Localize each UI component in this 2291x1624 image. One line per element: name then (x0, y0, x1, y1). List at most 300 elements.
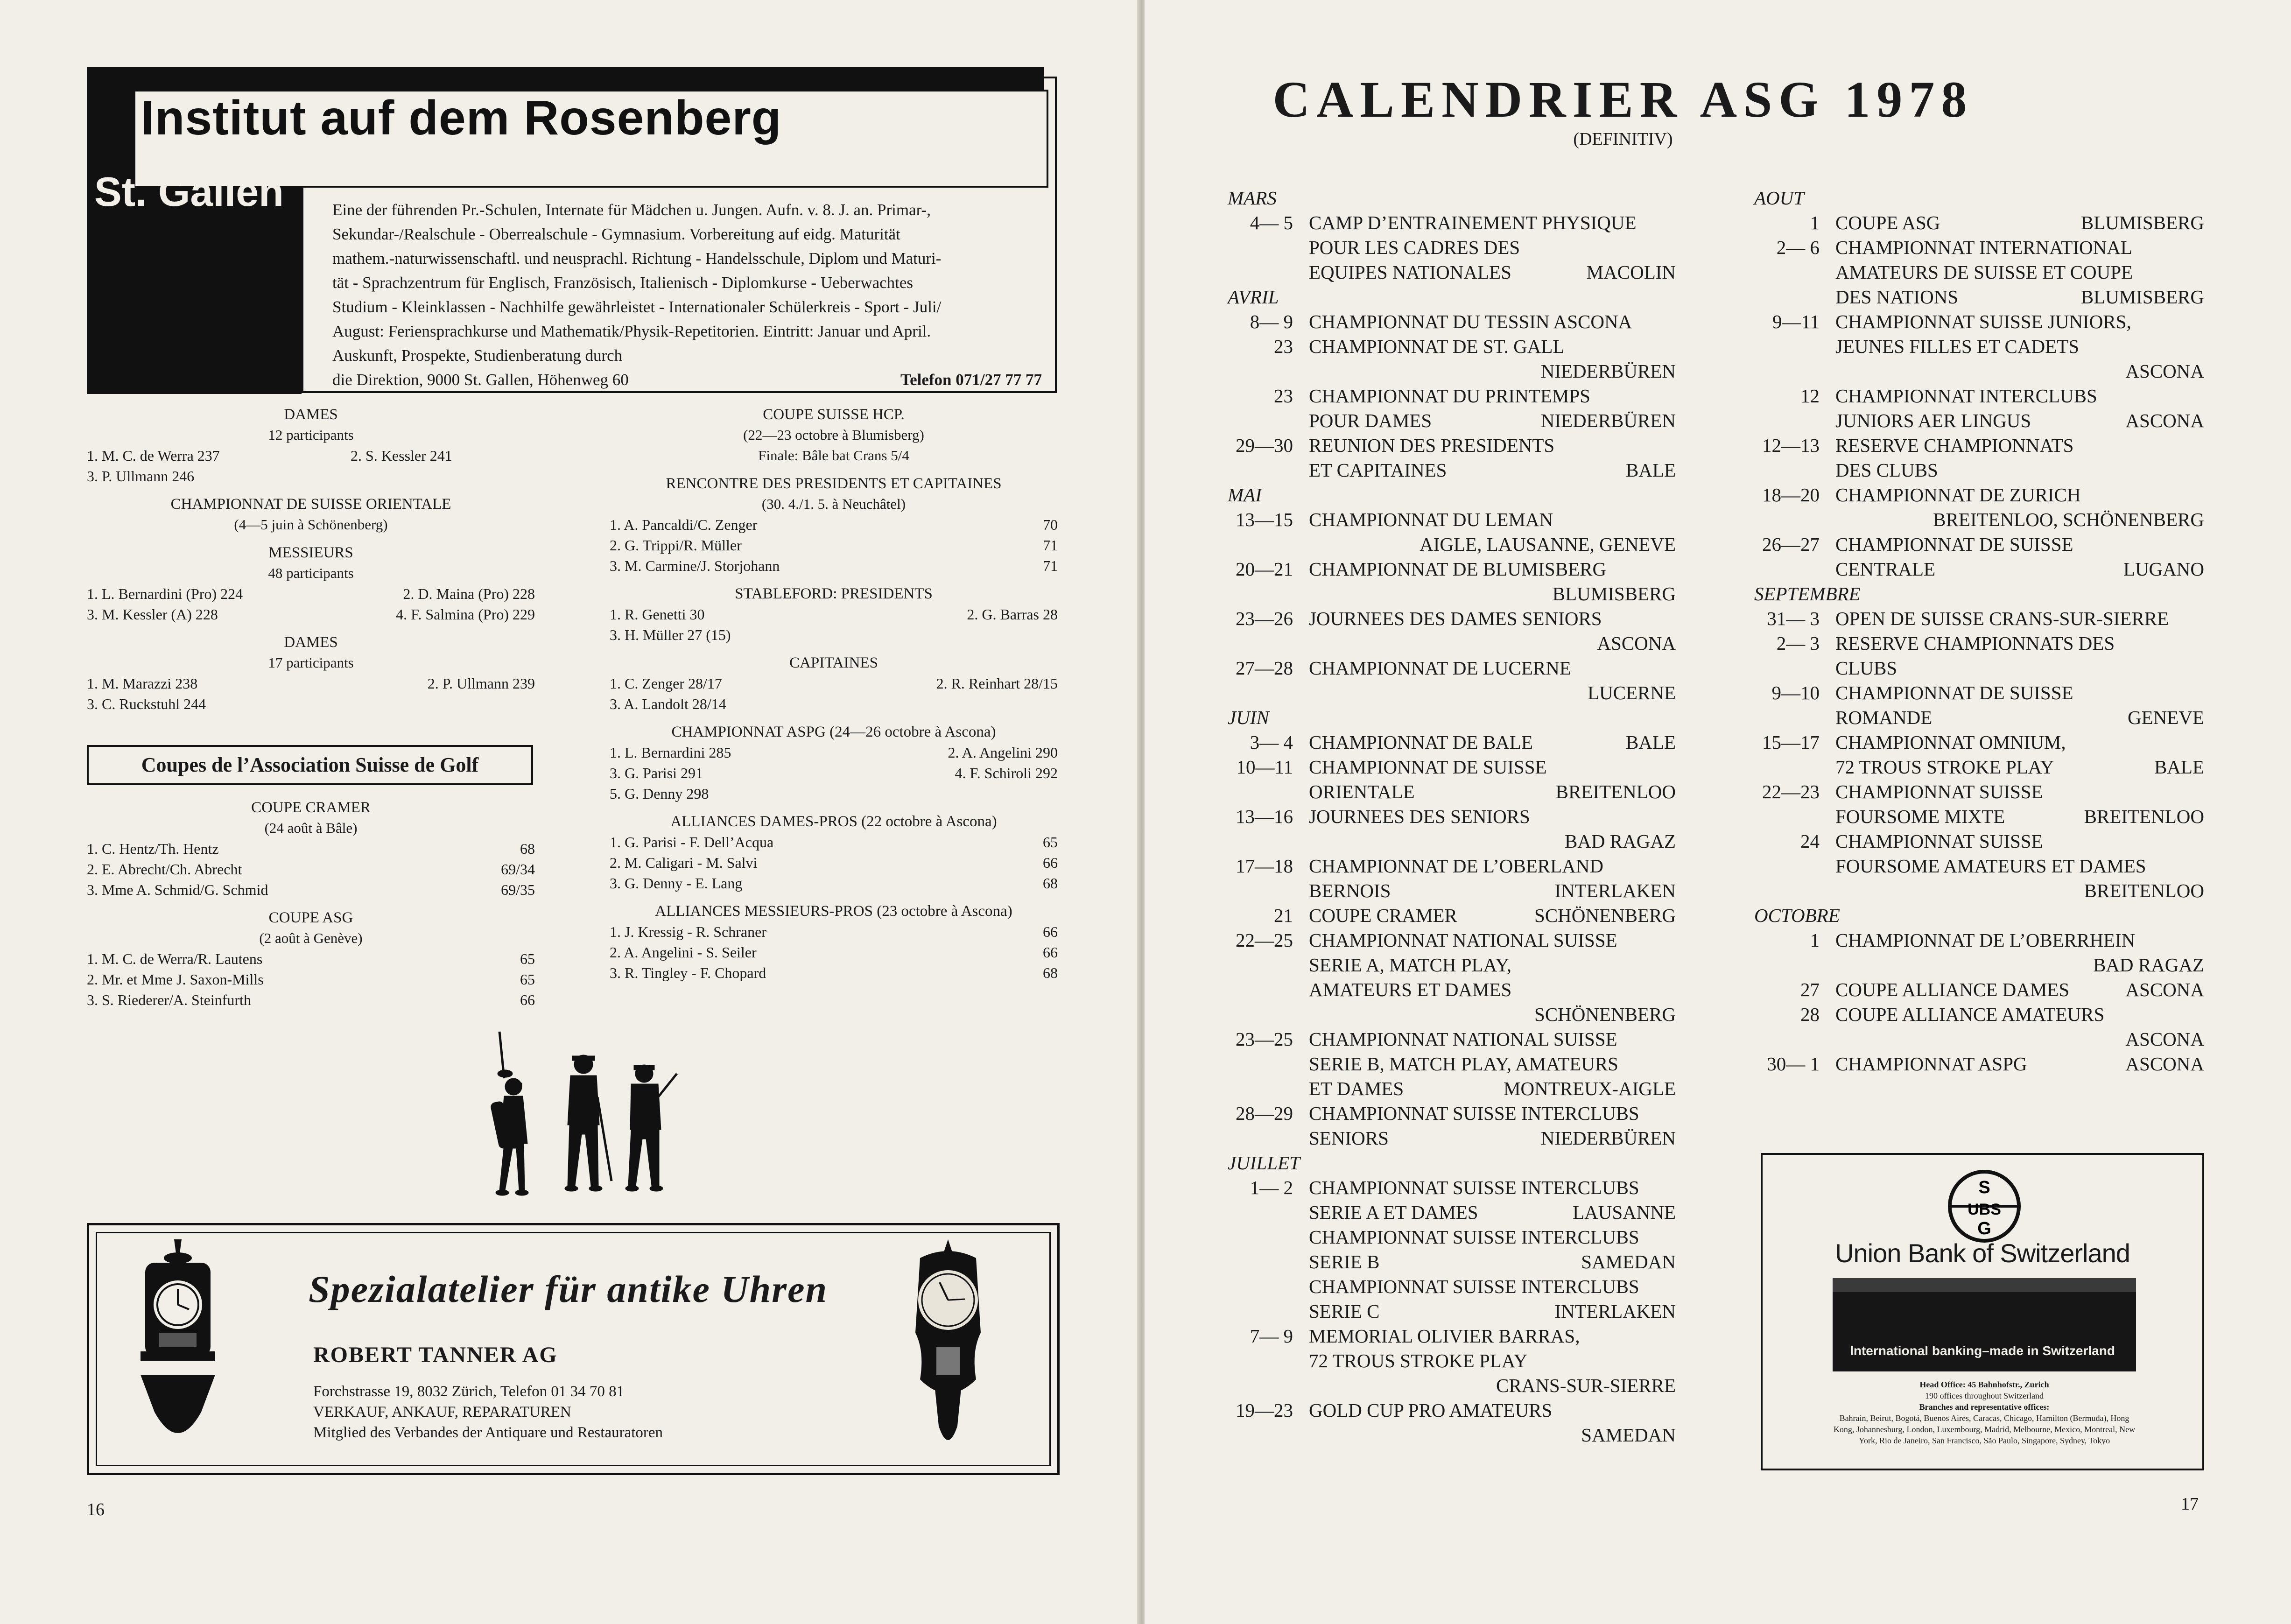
calendar-event (1228, 755, 1676, 804)
ubs-branches-label: Branches and representative offices: (1919, 1402, 2050, 1412)
event-title: ET CAPITAINES (1309, 459, 1447, 481)
event-line (1835, 755, 2204, 780)
tanner-company: ROBERT TANNER AG (313, 1343, 558, 1367)
calendar-event (1228, 903, 1676, 928)
section-subtitle: (4—5 juin à Schönenberg) (234, 516, 388, 533)
calendar-month: MARS (1228, 187, 1277, 209)
rosenberg-line: Sekundar-/Realschule - Oberrealschule - Gymnasium. Vorbereitung auf eidg. Maturität (332, 225, 900, 243)
result-row (87, 584, 535, 604)
event-title: CHAMPIONNAT DU PRINTEMPS (1309, 385, 1590, 407)
event-line (1835, 359, 2204, 384)
event-date: 2— 6 (1776, 237, 1820, 258)
event-title: COUPE ALLIANCE DAMES (1835, 979, 2070, 1000)
event-location: MONTREUX-AIGLE (1504, 1078, 1676, 1099)
result-row: 3. Mme A. Schmid/G. Schmid 69/35 (87, 881, 535, 898)
event-line (1309, 557, 1676, 582)
rosenberg-city: St. Gallen (94, 169, 284, 215)
event-date: 1— 2 (1250, 1177, 1293, 1198)
event-line (1835, 235, 2204, 260)
event-line (1835, 557, 2204, 582)
event-title: COUPE CRAMER (1309, 905, 1457, 926)
event-title: CHAMPIONNAT DE L’OBERLAND (1309, 855, 1603, 877)
calendar-event (1228, 606, 1676, 656)
event-line (1835, 433, 2204, 458)
ubs-head-office: Head Office: 45 Bahnhofstr., Zurich (1919, 1380, 2049, 1389)
event-title: EQUIPES NATIONALES (1309, 261, 1511, 283)
calendar-month: JUIN (1228, 707, 1269, 728)
event-line (1835, 458, 2204, 483)
event-title: CHAMPIONNAT SUISSE INTERCLUBS (1309, 1276, 1639, 1297)
event-location: BLUMISBERG (2080, 212, 2204, 233)
event-title: ET DAMES (1309, 1078, 1404, 1099)
result-row: 2. A. Angelini - S. Seiler 66 (610, 944, 1058, 961)
event-location: BAD RAGAZ (1564, 830, 1676, 852)
event-location: ASCONA (2125, 360, 2204, 382)
event-title: SENIORS (1309, 1127, 1389, 1149)
event-location: ASCONA (1597, 633, 1676, 654)
event-line (1309, 780, 1676, 804)
section-subtitle: Finale: Bâle bat Crans 5/4 (758, 447, 909, 464)
event-line (1835, 1027, 2204, 1052)
rosenberg-line: tät - Sprachzentrum für Englisch, Französisch, Italienisch - Diplomkurse - Ueberwachtes (332, 274, 914, 292)
event-line (1309, 1101, 1676, 1126)
calendar-month: JUILLET (1228, 1152, 1300, 1174)
event-location: AIGLE, LAUSANNE, GENEVE (1420, 534, 1676, 555)
event-location: BALE (1625, 459, 1676, 481)
event-location: NIEDERBÜREN (1540, 1127, 1676, 1149)
calendar-event (1228, 804, 1676, 854)
calendar-month: AVRIL (1228, 286, 1279, 308)
event-line (1835, 285, 2204, 309)
result-row: 5. G. Denny 298 (610, 785, 709, 802)
page-number-left: 16 (87, 1500, 105, 1519)
result-entry: 1. M. C. de Werra 237 (87, 447, 220, 464)
event-line (1309, 359, 1676, 384)
event-title: CHAMPIONNAT DE BALE (1309, 731, 1533, 753)
calendar-column-2 (1754, 186, 2204, 1076)
rosenberg-line: mathem.-naturwissenschaftl. und neusprachl. Richtung - Handelsschule, Diplom und Maturi- (332, 249, 942, 267)
event-line (1835, 1002, 2204, 1027)
event-line (1309, 1076, 1676, 1101)
event-title: 72 TROUS STROKE PLAY (1835, 756, 2054, 778)
event-title: CHAMPIONNAT DE LUCERNE (1309, 657, 1571, 679)
event-line (1835, 730, 2204, 755)
event-title: 72 TROUS STROKE PLAY (1309, 1350, 1528, 1371)
event-location: LUCERNE (1587, 682, 1676, 703)
event-location: ASCONA (2125, 410, 2204, 431)
calendar-event (1754, 928, 2204, 977)
event-location: BLUMISBERG (1552, 583, 1676, 605)
event-line (1835, 1052, 2204, 1076)
event-title: CHAMPIONNAT SUISSE (1835, 830, 2043, 852)
event-title: SERIE A, MATCH PLAY, (1309, 954, 1512, 976)
result-row: 1. J. Kressig - R. Schraner 66 (610, 923, 1058, 940)
result-row: 1. C. Hentz/Th. Hentz 68 (87, 840, 535, 857)
calendar-event (1228, 928, 1676, 1027)
event-line (1309, 384, 1676, 408)
event-line (1835, 606, 2204, 631)
event-line (1309, 408, 1676, 433)
ubs-ad (1761, 1153, 2204, 1470)
section-title: DAMES (284, 634, 338, 651)
calendar-subtitle: (DEFINITIV) (1573, 129, 1673, 149)
event-title: RESERVE CHAMPIONNATS DES (1835, 633, 2115, 654)
calendar-event (1754, 532, 2204, 582)
event-title: CHAMPIONNAT ASPG (1835, 1053, 2027, 1075)
calendar-event (1754, 433, 2204, 483)
result-entry: 3. M. Kessler (A) 228 (87, 606, 218, 623)
section-title: MESSIEURS (268, 544, 353, 561)
event-location: SAMEDAN (1581, 1424, 1676, 1446)
event-title: CENTRALE (1835, 558, 1936, 580)
event-location: ASCONA (2125, 1053, 2204, 1075)
event-line (1835, 705, 2204, 730)
calendar-event (1228, 211, 1676, 285)
event-title: CHAMPIONNAT SUISSE INTERCLUBS (1309, 1226, 1639, 1248)
event-title: COUPE ALLIANCE AMATEURS (1835, 1004, 2105, 1025)
event-line (1309, 854, 1676, 879)
event-date: 22—25 (1236, 929, 1293, 951)
result-row: 3. S. Riederer/A. Steinfurth 66 (87, 991, 535, 1008)
tanner-address-line: Forchstrasse 19, 8032 Zürich, Telefon 01 34 70 81 (313, 1383, 625, 1400)
event-line (1309, 606, 1676, 631)
calendar-event (1754, 1052, 2204, 1076)
event-line (1309, 1002, 1676, 1027)
ubs-logo-s: S (1978, 1178, 1990, 1197)
event-title: ROMANDE (1835, 707, 1933, 728)
ubs-offices (1833, 1379, 2136, 1446)
event-location: LUGANO (2123, 558, 2204, 580)
event-date: 15—17 (1762, 731, 1820, 753)
event-line (1309, 903, 1676, 928)
result-row: 3. C. Ruckstuhl 244 (87, 696, 206, 712)
result-entry: 1. L. Bernardini (Pro) 224 (87, 585, 243, 602)
ubs-logo-text: UBS (1968, 1201, 2001, 1218)
event-title: CHAMPIONNAT SUISSE INTERCLUBS (1309, 1103, 1639, 1124)
event-title: CHAMPIONNAT DE BLUMISBERG (1309, 558, 1607, 580)
event-title: CHAMPIONNAT DE ZURICH (1835, 484, 2081, 506)
rosenberg-contact (332, 368, 1042, 392)
event-title: BERNOIS (1309, 880, 1391, 901)
event-title: CHAMPIONNAT DE SUISSE (1309, 756, 1547, 778)
calendar-event (1754, 211, 2204, 235)
event-location: NIEDERBÜREN (1540, 360, 1676, 382)
calendar-month: AOUT (1754, 187, 1805, 209)
result-row: 3. G. Denny - E. Lang 68 (610, 875, 1058, 892)
section-subtitle: (24 août à Bâle) (264, 820, 358, 836)
event-date: 23—26 (1236, 608, 1293, 629)
event-date: 9—10 (1771, 682, 1820, 703)
event-line (1835, 656, 2204, 681)
calendar-month: MAI (1228, 484, 1262, 506)
bracket-clock-icon (131, 1235, 225, 1468)
event-line (1835, 780, 2204, 804)
section-subtitle: (22—23 octobre à Blumisberg) (743, 427, 924, 443)
calendar-event (1754, 606, 2204, 631)
result-entry: 2. D. Maina (Pro) 228 (403, 585, 535, 602)
event-line (1309, 977, 1676, 1002)
section-subtitle: 17 participants (268, 654, 354, 671)
calendar-event (1228, 507, 1676, 557)
event-line (1309, 309, 1676, 334)
result-row: 3. H. Müller 27 (15) (610, 626, 731, 643)
event-date: 24 (1800, 830, 1820, 852)
rosenberg-body (332, 198, 1042, 392)
event-line (1309, 260, 1676, 285)
event-location: GENEVE (2128, 707, 2204, 728)
event-line (1835, 334, 2204, 359)
result-row: 1. G. Parisi - F. Dell’Acqua 65 (610, 834, 1058, 851)
results-left-column (87, 404, 535, 714)
event-date: 12—13 (1762, 435, 1820, 456)
section-title: RENCONTRE DES PRESIDENTS ET CAPITAINES (666, 475, 1002, 492)
page-number-right: 17 (2181, 1494, 2199, 1514)
event-line (1309, 211, 1676, 235)
event-location: BREITENLOO (2084, 880, 2204, 901)
event-title: CAMP D’ENTRAINEMENT PHYSIQUE (1309, 212, 1637, 233)
event-location: CRANS-SUR-SIERRE (1496, 1375, 1676, 1396)
section-title: CHAMPIONNAT DE SUISSE ORIENTALE (170, 496, 451, 513)
event-line (1309, 829, 1676, 854)
event-title: CHAMPIONNAT DE ST. GALL (1309, 336, 1565, 357)
rosenberg-line: Studium - Kleinklassen - Nachhilfe gewährleistet - Internationaler Schülerkreis - Sport - Juli/ (332, 298, 942, 316)
coupes-heading-box: Coupes de l’Association Suisse de Golf (87, 745, 533, 785)
event-title: FOURSOME MIXTE (1835, 806, 2005, 827)
calendar-event (1754, 977, 2204, 1002)
event-line (1309, 1398, 1676, 1423)
event-date: 2— 3 (1776, 633, 1820, 654)
event-location: INTERLAKEN (1554, 880, 1676, 901)
event-title: ORIENTALE (1309, 781, 1415, 802)
ubs-logo-g: G (1977, 1219, 1991, 1238)
event-line (1835, 260, 2204, 285)
tanner-address-line: Mitglied des Verbandes der Antiquare und Restauratoren (313, 1424, 663, 1441)
event-date: 30— 1 (1767, 1053, 1820, 1075)
event-location: BREITENLOO (1555, 781, 1676, 802)
section-title: STABLEFORD: PRESIDENTS (735, 585, 933, 602)
event-date: 9—11 (1772, 311, 1820, 332)
event-line (1309, 1052, 1676, 1076)
calendar-event (1228, 1398, 1676, 1448)
event-location: SAMEDAN (1581, 1251, 1676, 1272)
calendar-event (1228, 1027, 1676, 1101)
event-line (1309, 334, 1676, 359)
golfers-illustration (485, 1027, 682, 1214)
event-title: SERIE A ET DAMES (1309, 1202, 1478, 1223)
event-line (1835, 829, 2204, 854)
event-date: 17—18 (1236, 855, 1293, 877)
result-row: 3. M. Carmine/J. Storjohann 71 (610, 557, 1058, 574)
event-date: 3— 4 (1250, 731, 1293, 753)
event-line (1309, 1373, 1676, 1398)
section-subtitle: 12 participants (268, 427, 354, 443)
event-location: SCHÖNENBERG (1534, 905, 1676, 926)
result-row: 3. G. Parisi 291 4. F. Schiroli 292 (610, 765, 1058, 781)
result-row: 1. R. Genetti 30 2. G. Barras 28 (610, 606, 1058, 623)
event-location: BAD RAGAZ (2093, 954, 2204, 976)
event-line (1309, 656, 1676, 681)
calendar-event (1228, 1101, 1676, 1151)
event-line (1835, 681, 2204, 705)
calendar-event (1754, 384, 2204, 433)
event-date: 23—25 (1236, 1028, 1293, 1050)
calendar-month: SEPTEMBRE (1754, 583, 1861, 605)
event-date: 27—28 (1236, 657, 1293, 679)
event-line (1835, 532, 2204, 557)
event-line (1835, 507, 2204, 532)
calendar-event (1228, 384, 1676, 433)
event-date: 28—29 (1236, 1103, 1293, 1124)
event-line (1309, 1349, 1676, 1373)
section-title: COUPE SUISSE HCP. (763, 406, 905, 423)
event-line (1835, 977, 2204, 1002)
event-line (1309, 879, 1676, 903)
event-line (1309, 433, 1676, 458)
event-date: 1 (1810, 929, 1820, 951)
section-title: ALLIANCES DAMES-PROS (22 octobre à Ascona) (670, 813, 997, 830)
section-title: ALLIANCES MESSIEURS-PROS (23 octobre à Ascona) (655, 903, 1012, 920)
tanner-ad (87, 1223, 1060, 1475)
ubs-tagline: International banking–made in Switzerland (1850, 1343, 2115, 1358)
event-title: POUR LES CADRES DES (1309, 237, 1520, 258)
calendar-event (1228, 433, 1676, 483)
calendar-event (1754, 1002, 2204, 1052)
event-line (1835, 211, 2204, 235)
event-location: BALE (2154, 756, 2204, 778)
event-title: CHAMPIONNAT DE SUISSE (1835, 682, 2073, 703)
event-title: CHAMPIONNAT DU TESSIN ASCONA (1309, 311, 1632, 332)
event-title: DES NATIONS (1835, 286, 1959, 308)
event-line (1309, 1299, 1676, 1324)
calendar-event (1754, 681, 2204, 730)
event-title: AMATEURS ET DAMES (1309, 979, 1512, 1000)
rosenberg-phone: Telefon 071/27 77 77 (900, 371, 1042, 389)
event-line (1309, 804, 1676, 829)
event-title: SERIE B (1309, 1251, 1380, 1272)
event-title: CHAMPIONNAT INTERNATIONAL (1835, 237, 2132, 258)
event-date: 1 (1810, 212, 1820, 233)
event-date: 8— 9 (1250, 311, 1293, 332)
event-date: 26—27 (1762, 534, 1820, 555)
section-title: COUPE CRAMER (251, 799, 371, 816)
result-row (87, 673, 535, 694)
tanner-headline: Spezialatelier für antike Uhren (309, 1268, 828, 1310)
calendar-event (1754, 483, 2204, 532)
calendar-event (1228, 1175, 1676, 1324)
event-title: CHAMPIONNAT DE L’OBERRHEIN (1835, 929, 2136, 951)
event-line (1835, 928, 2204, 953)
event-title: DES CLUBS (1835, 459, 1938, 481)
event-line (1309, 1274, 1676, 1299)
result-entry: 2. S. Kessler 241 (351, 447, 452, 464)
event-title: COUPE ASG (1835, 212, 1940, 233)
event-location: BREITENLOO (2084, 806, 2204, 827)
event-title: CHAMPIONNAT NATIONAL SUISSE (1309, 1028, 1617, 1050)
event-location: NIEDERBÜREN (1540, 410, 1676, 431)
event-line (1835, 631, 2204, 656)
result-row (87, 445, 535, 466)
event-line (1309, 507, 1676, 532)
calendar-event (1228, 309, 1676, 334)
event-title: JOURNEES DES DAMES SENIORS (1309, 608, 1602, 629)
event-line (1309, 1324, 1676, 1349)
event-line (1309, 1200, 1676, 1225)
event-line (1835, 804, 2204, 829)
event-location: ASCONA (2125, 1028, 2204, 1050)
event-title: JOURNEES DES SENIORS (1309, 806, 1530, 827)
event-title: CHAMPIONNAT DU LEMAN (1309, 509, 1553, 530)
calendar-event (1228, 854, 1676, 903)
event-line (1309, 730, 1676, 755)
section-subtitle: 48 participants (268, 565, 354, 581)
result-row: 2. M. Caligari - M. Salvi 66 (610, 854, 1058, 871)
event-date: 18—20 (1762, 484, 1820, 506)
calendar-title: CALENDRIER ASG 1978 (1272, 71, 1974, 128)
event-title: AMATEURS DE SUISSE ET COUPE (1835, 261, 2133, 283)
event-location: BREITENLOO, SCHÖNENBERG (1933, 509, 2204, 530)
calendar-column-1 (1228, 186, 1676, 1448)
rosenberg-line: Eine der führenden Pr.-Schulen, Internate für Mädchen u. Jungen. Aufn. v. 8. J. an. Primar-, (332, 201, 931, 219)
result-row: 1. A. Pancaldi/C. Zenger 70 (610, 516, 1058, 533)
event-date: 7— 9 (1250, 1325, 1293, 1347)
calendar-event (1228, 557, 1676, 606)
event-title: SERIE C (1309, 1301, 1380, 1322)
event-line (1309, 1225, 1676, 1250)
section-subtitle: (2 août à Genève) (259, 930, 363, 946)
result-row: 1. M. C. de Werra/R. Lautens 65 (87, 950, 535, 967)
event-line (1309, 1250, 1676, 1274)
section-title: CHAMPIONNAT ASPG (24—26 octobre à Ascona) (671, 724, 996, 740)
event-date: 19—23 (1236, 1399, 1293, 1421)
event-title: RESERVE CHAMPIONNATS (1835, 435, 2074, 456)
event-title: CHAMPIONNAT DE SUISSE (1835, 534, 2073, 555)
calendar-event (1754, 631, 2204, 681)
event-line (1309, 235, 1676, 260)
event-title: GOLD CUP PRO AMATEURS (1309, 1399, 1553, 1421)
result-row: 2. E. Abrecht/Ch. Abrecht 69/34 (87, 861, 535, 878)
event-date: 13—16 (1236, 806, 1293, 827)
event-date: 28 (1800, 1004, 1820, 1025)
tanner-address-line: VERKAUF, ANKAUF, REPARATUREN (313, 1404, 571, 1420)
event-line (1835, 953, 2204, 977)
event-date: 23 (1274, 385, 1293, 407)
calendar-event (1228, 334, 1676, 384)
event-line (1835, 879, 2204, 903)
section-title: CAPITAINES (789, 654, 878, 671)
event-date: 20—21 (1236, 558, 1293, 580)
ubs-cities: Bahrain, Beirut, Bogotá, Buenos Aires, Caracas, Chicago, Hamilton (Bermuda), Hong Kong, Johannesburg, London, Luxembourg, Madrid, Melbourne, Mexico, Montreal, New York, Rio de Janeiro, San Francisco, São Paulo, Singapore, Sydney, Tokyo (1833, 1413, 2136, 1445)
event-date: 31— 3 (1767, 608, 1820, 629)
event-line (1309, 582, 1676, 606)
event-date: 27 (1800, 979, 1820, 1000)
event-line (1309, 1027, 1676, 1052)
event-line (1309, 1126, 1676, 1151)
calendar-event (1754, 309, 2204, 384)
result-row: 2. G. Trippi/R. Müller 71 (610, 537, 1058, 554)
event-date: 23 (1274, 336, 1293, 357)
event-location: MACOLIN (1586, 261, 1676, 283)
section-subtitle: (30. 4./1. 5. à Neuchâtel) (761, 496, 906, 512)
result-row: 1. L. Bernardini 285 2. A. Angelini 290 (610, 744, 1058, 761)
section-title: DAMES (284, 406, 338, 423)
event-title: CHAMPIONNAT SUISSE INTERCLUBS (1309, 1177, 1639, 1198)
result-entry: 1. M. Marazzi 238 (87, 675, 198, 692)
calendar-event (1754, 235, 2204, 309)
result-entry: 4. F. Salmina (Pro) 229 (396, 606, 535, 623)
event-line (1309, 1175, 1676, 1200)
event-date: 13—15 (1236, 509, 1293, 530)
event-title: MEMORIAL OLIVIER BARRAS, (1309, 1325, 1580, 1347)
